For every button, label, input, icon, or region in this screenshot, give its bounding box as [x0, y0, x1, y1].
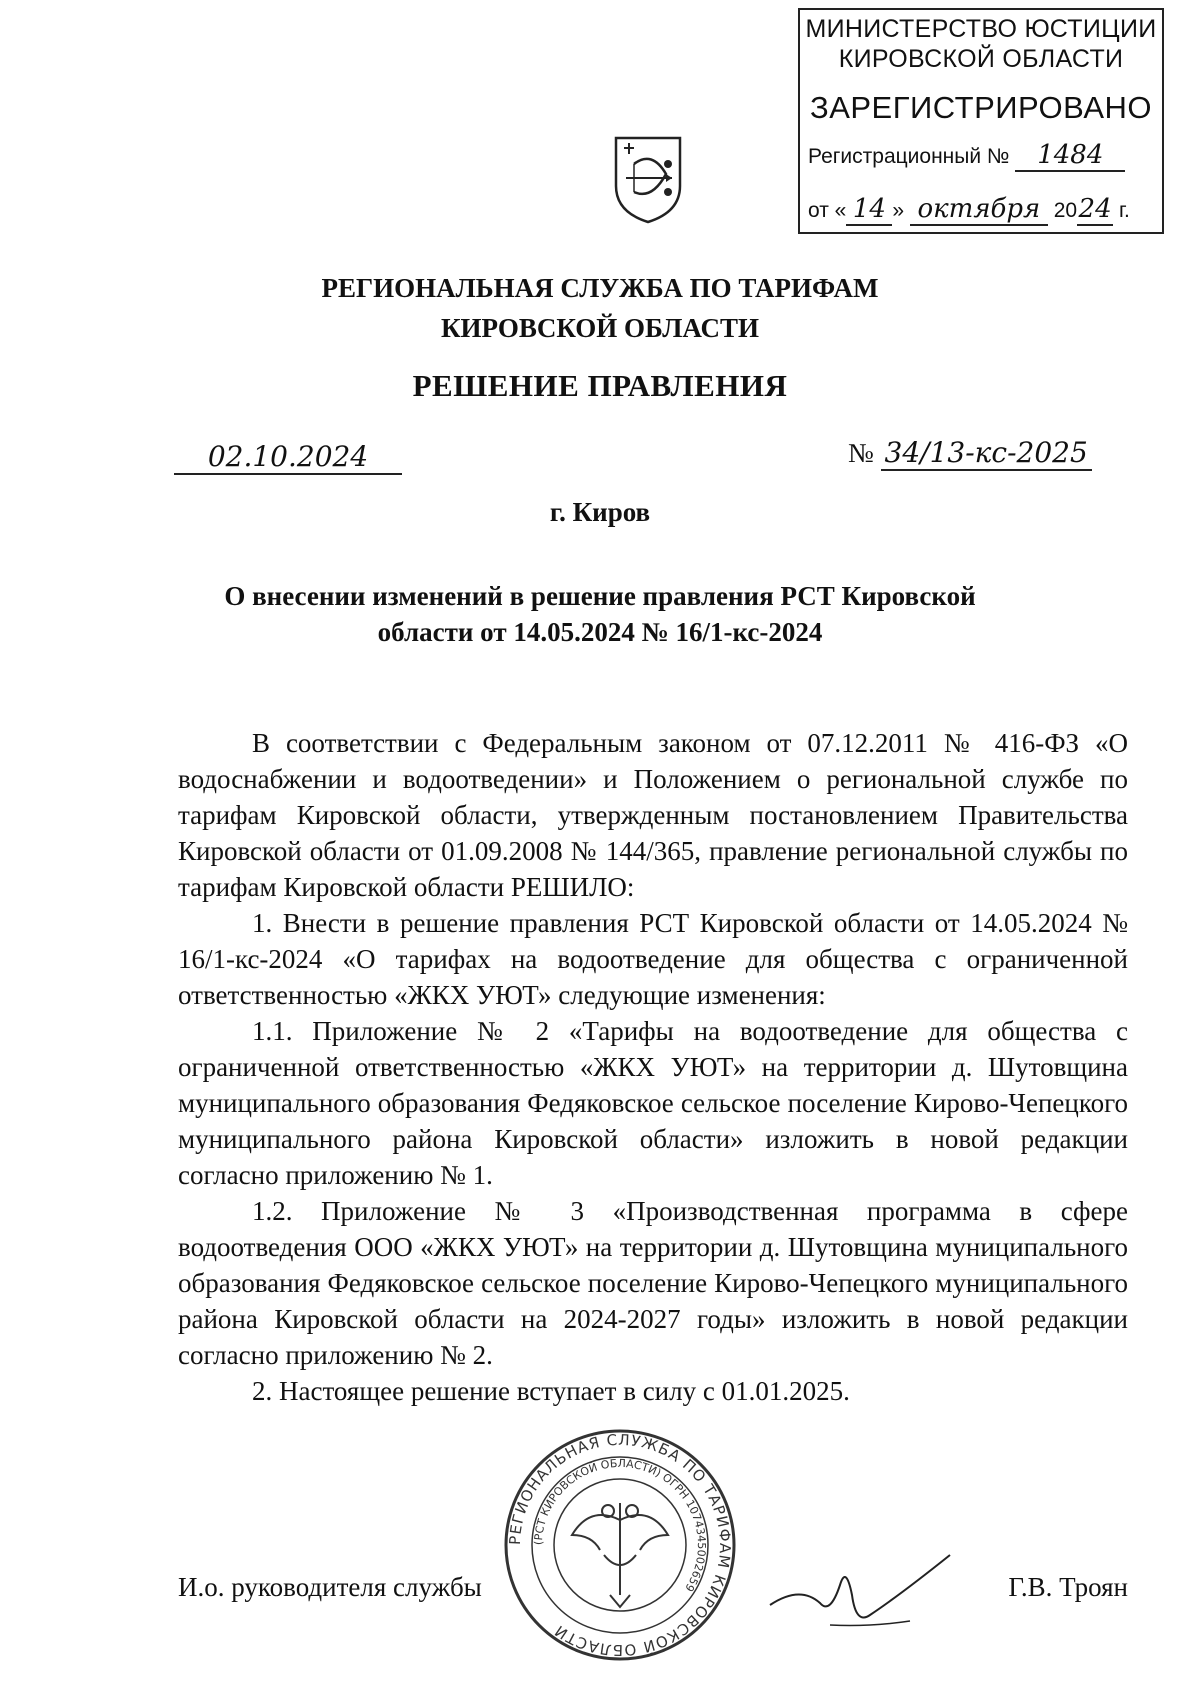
signer-title: И.о. руководителя службы: [178, 1572, 482, 1602]
document-body: [178, 725, 1128, 1409]
document-subject: [0, 578, 1200, 650]
official-seal-icon: [500, 1425, 740, 1665]
stamp-date-mid: »: [892, 199, 905, 222]
stamp-reg-number-line: [808, 140, 1125, 172]
registration-stamp: [798, 8, 1164, 234]
subject-line-1: О внесении изменений в решение правления РСТ Кировской: [224, 581, 976, 611]
body-paragraph-1-1: 1.1. Приложение № 2 «Тарифы на водоотведение для общества с ограниченной ответственностью «ЖКХ УЮТ» на территории д. Шутовщина муниципального образования Федяковское сельское поселение Кирово-Чепецкого муниципального района Кировской области» изложить в новой редакции согласно приложению № 1.: [178, 1016, 1128, 1190]
subject-line-2: области от 14.05.2024 № 16/1-кс-2024: [377, 617, 823, 647]
organization-name-line-1: РЕГИОНАЛЬНАЯ СЛУЖБА ПО ТАРИФАМ: [321, 273, 879, 303]
seal-outer-text: РЕГИОНАЛЬНАЯ СЛУЖБА ПО ТАРИФАМ КИРОВСКОЙ ОБЛАСТИ: [505, 1430, 735, 1660]
stamp-reg-number: 1484: [1015, 140, 1125, 172]
organization-name: [0, 268, 1200, 348]
signer-name: Г.В. Троян: [1008, 1572, 1128, 1602]
handwritten-signature-icon: [760, 1545, 960, 1655]
decision-date: 02.10.2024: [174, 440, 402, 475]
stamp-status: ЗАРЕГИСТРИРОВАНО: [809, 90, 1152, 125]
coat-of-arms-icon: [612, 134, 684, 224]
city: г. Киров: [549, 497, 651, 527]
decision-number-label: №: [848, 438, 874, 468]
stamp-date-year-prefix: 20: [1053, 199, 1078, 222]
stamp-ministry-line-2: КИРОВСКОЙ ОБЛАСТИ: [838, 45, 1124, 73]
body-paragraph-preamble: В соответствии с Федеральным законом от 07.12.2011 № 416-ФЗ «О водоснабжении и водоотведении» и Положением о региональной службе по тарифам Кировской области, утвержденным постановлением Правительства Кировской области от 01.09.2008 № 144/365, правление региональной службы по тарифам Кировской области РЕШИЛО:: [178, 728, 1128, 902]
stamp-date-prefix: от «: [808, 199, 847, 222]
body-paragraph-1-2: 1.2. Приложение № 3 «Производственная программа в сфере водоотведения ООО «ЖКХ УЮТ» на территории д. Шутовщина муниципального образования Федяковское сельское поселение Кирово-Чепецкого муниципального района Кировской области на 2024-2027 годы» изложить в новой редакции согласно приложению № 2.: [178, 1196, 1128, 1370]
document-title: РЕШЕНИЕ ПРАВЛЕНИЯ: [412, 368, 788, 403]
stamp-ministry-line-1: МИНИСТЕРСТВО ЮСТИЦИИ: [805, 15, 1157, 43]
stamp-date-suffix: г.: [1118, 199, 1130, 222]
organization-name-line-2: КИРОВСКОЙ ОБЛАСТИ: [440, 313, 760, 343]
stamp-date-day: 14: [846, 194, 892, 226]
body-paragraph-1: 1. Внести в решение правления РСТ Кировской области от 14.05.2024 № 16/1-кс-2024 «О тарифах на водоотведение для общества с ограниченной ответственностью «ЖКХ УЮТ» следующие изменения:: [178, 908, 1128, 1010]
seal-inner-text: (РСТ КИРОВСКОЙ ОБЛАСТИ) ОГРН 1074345002659: [531, 1456, 709, 1594]
stamp-date-year-suffix: 24: [1078, 194, 1112, 224]
stamp-date-line: [808, 194, 1130, 226]
decision-number: 34/13-кс-2025: [881, 436, 1092, 471]
stamp-reg-label: Регистрационный №: [808, 145, 1010, 168]
decision-number-block: [848, 436, 1092, 471]
stamp-date-month: октября: [910, 194, 1048, 226]
body-paragraph-2: 2. Настоящее решение вступает в силу с 01.01.2025.: [252, 1376, 850, 1406]
